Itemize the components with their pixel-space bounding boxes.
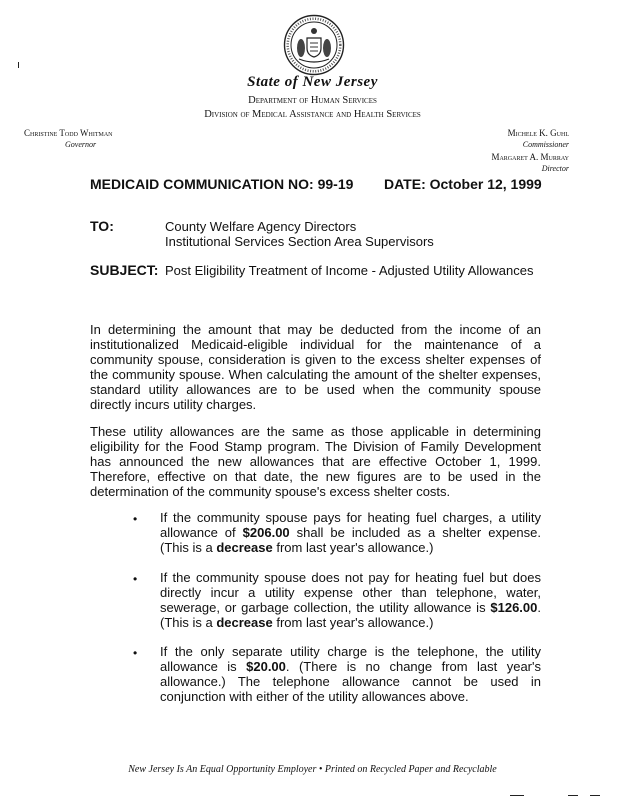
allowance-amount: $206.00 [242, 525, 290, 540]
allowance-amount: $20.00 [246, 659, 286, 674]
subject-label: SUBJECT: [90, 262, 159, 278]
bullet-text: . (There is no change from last year's allowance.) The telephone allowance cannot be used in conjunction with either of the utility allowances above. [160, 659, 541, 704]
bullet-icon: • [133, 512, 138, 526]
communication-date: DATE: October 12, 1999 [384, 176, 542, 192]
bullet-text: from last year's allowance.) [272, 540, 434, 555]
governor-title: Governor [65, 140, 97, 149]
allowance-amount: $126.00 [490, 600, 538, 615]
communication-number: MEDICAID COMMUNICATION NO: 99-19 [90, 176, 354, 192]
department-name: Department of Human Services [248, 95, 377, 106]
bullet-text: If the community spouse pays for heating fuel charges, a utility allowance of [160, 510, 541, 540]
governor-name: Christine Todd Whitman [24, 128, 113, 138]
bullet-icon: • [133, 646, 138, 660]
to-recipient-line: Institutional Services Section Area Supervisors [165, 234, 434, 249]
bullet-text: shall be included as a shelter expense. (This is a [160, 525, 541, 555]
bullet-item [160, 510, 541, 555]
change-emphasis: decrease [216, 540, 273, 555]
bullet-text: . (This is a [160, 600, 541, 630]
subject-text: Post Eligibility Treatment of Income - Adjusted Utility Allowances [165, 263, 534, 278]
director-title: Director [541, 164, 569, 173]
to-label: TO: [90, 218, 114, 234]
change-emphasis: decrease [216, 615, 273, 630]
scan-mark [510, 795, 524, 796]
bullet-icon: • [133, 572, 138, 586]
scan-mark [590, 795, 600, 796]
division-name: Division of Medical Assistance and Health Services [204, 109, 421, 120]
scan-mark [568, 795, 578, 796]
scan-mark [18, 62, 19, 68]
commissioner-name: Michele K. Guhl [507, 128, 569, 138]
bullet-text: from last year's allowance.) [272, 615, 434, 630]
state-name: State of New Jersey [247, 74, 378, 90]
body-paragraph: These utility allowances are the same as those applicable in determining eligibility for the Food Stamp program. The Division of Family Development has announced the new allowances that are effective October 1, 1999. Therefore, effective on that date, the new figures are to be used in the determination of the community spouse's excess shelter costs. [90, 424, 541, 499]
commissioner-title: Commissioner [522, 140, 569, 149]
director-name: Margaret A. Murray [491, 152, 569, 162]
bullet-text: If the only separate utility charge is the telephone, the utility allowance is [160, 644, 541, 674]
new-jersey-state-seal-icon [283, 14, 345, 76]
bullet-item [160, 570, 541, 630]
footer-statement: New Jersey Is An Equal Opportunity Employer • Printed on Recycled Paper and Recyclable [128, 764, 497, 775]
bullet-item [160, 644, 541, 704]
to-recipient-line: County Welfare Agency Directors [165, 219, 357, 234]
bullet-text: If the community spouse does not pay for heating fuel but does directly incur a utility expense other than telephone, water, sewerage, or garbage collection, the utility allowance is [160, 570, 541, 615]
body-paragraph: In determining the amount that may be deducted from the income of an institutionalized Medicaid-eligible individual for the maintenance of a community spouse, consideration is given to the excess shelter expenses of the community spouse. When calculating the amount of the shelter expenses, standard utility allowances are to be used when the community spouse directly incurs utility charges. [90, 322, 541, 412]
